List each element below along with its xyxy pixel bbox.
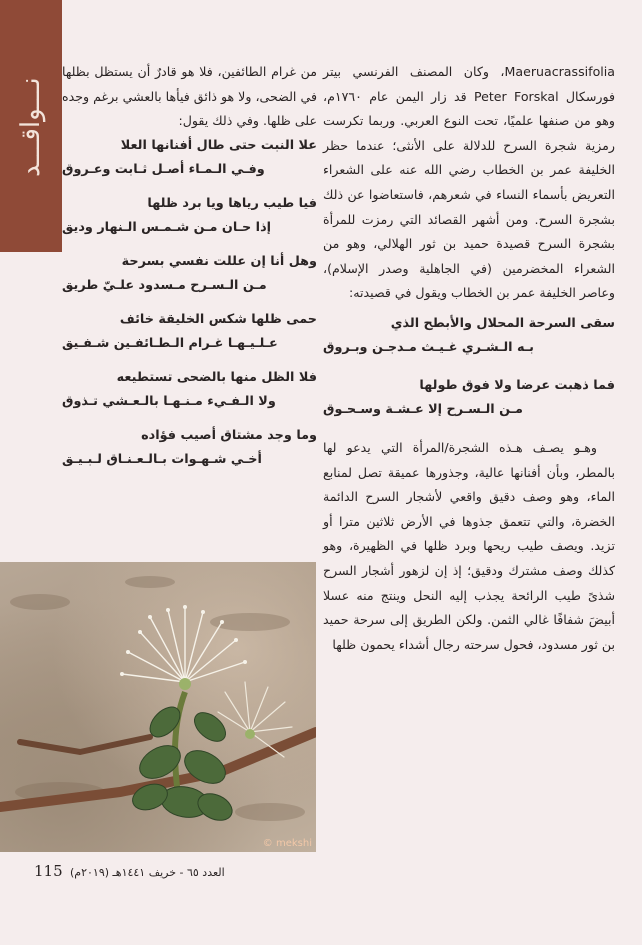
flower-illustration (0, 562, 316, 852)
verse-hemistich-2: بـه الـشـري غـيـث مـدجـن وبـروق (323, 339, 534, 355)
verse-hemistich-2: ولا الـفـيء مـنـهـا بالـعـشي تـذوق (62, 393, 276, 409)
verse-hemistich-1: علا النبت حتى طال أفنانها العلا (120, 137, 317, 153)
verse (323, 374, 615, 422)
verse-hemistich-1: فيا طيب رياها ويا برد ظلها (147, 195, 317, 211)
left-column (62, 60, 317, 482)
verse (62, 366, 317, 414)
verse-hemistich-1: سقى السرحة المحلال والأبطح الذي (390, 315, 615, 331)
verse-hemistich-2: مـن الـسـرح مـسدود علـيّ طريق (62, 277, 267, 293)
verse-hemistich-2: إذا حـان مـن شـمـس الـنهار وديق (62, 219, 272, 235)
verse (62, 308, 317, 356)
left-paragraph-1: من غرام الطائفين، فلا هو قادرٌ أن يستظل بظلها في الضحى، ولا هو ذائق فيأها بالعشي برغم وجده على ظلها. وفي ذلك يقول: (62, 64, 317, 129)
verse (62, 250, 317, 298)
verse-hemistich-2: أخـي شـهـوات بـالـعـنـاق لـبـيـق (62, 451, 262, 467)
right-paragraph-2: وهـو يصـف هـذه الشجرة/المرأة التي يدعو لها بالمطر، وبأن أفنانها عالية، وجذورها عميقة تصل لمنابع الماء، وهو وصف دقيق واقعي لأشجار السرح الدائمة الخضرة، والتي تتعمق جذوها في الأرض ثلاثين مترا أو تزيد. ويصف طيب ريحها وبرد ظلها في الظهيرة، وهو كذلك وصف مشترك ودقيق؛ إذ إن لزهور أشجار السرح شذىً طيب الرائحة يجذب إليه النحل وينتج منه عسلا أبيضَ شفافًا غالي الثمن. ولكن الطريق إلى سرحة حميد بن ثور مسدود، فحول سرحته رجال أشداء يحمون ظلها (323, 439, 615, 652)
verse (323, 312, 615, 360)
verse-hemistich-1: وهل أنا إن عللت نفسي بسرحة (121, 253, 317, 269)
sarh-flower-photo (0, 562, 316, 852)
verse-hemistich-2: مـن الـسـرح إلا عـشـة وسـحـوق (323, 401, 523, 417)
photo-credit: © mekshi (262, 838, 312, 849)
issue-info: العدد ٦٥ - خريف ١٤٤١هـ (٢٠١٩م) (70, 866, 225, 879)
section-tab-label: نـــواقـــد (16, 77, 46, 177)
verse (62, 192, 317, 240)
right-paragraph-1: Maeruacrassifolia، وكان المصنف الفرنسي بيتر فورسكال Peter Forskal قد زار اليمن عام ١٧٦٠م، وهو من صنفها علميًا، تحت النوع العربي. وربما تكرست رمزية شجرة السرح للدلالة على الأنثى؛ عندما حظر الخليفة عمر بن الخطاب رضي الله عنه على الشعراء التعريض بأسماء النساء في شعرهم، فاستعاضوا عن ذلك بشجرة السرح. ومن أشهر القصائد التي رمزت للمرأة بشجرة السرح قصيدة حميد بن ثور الهلالي، وهو من الشعراء المخضرمين (في الجاهلية وصدر الإسلام)، وعاصر الخليفة عمر بن الخطاب ويقول في قصيدته: (323, 64, 615, 301)
section-tab (0, 0, 62, 252)
verse-hemistich-2: عـلـيـهـا غـرام الـطـائفـين شـفـيق (62, 335, 278, 351)
verse (62, 134, 317, 182)
right-column (323, 60, 615, 657)
verse-hemistich-1: وما وجد مشتاق أصيب فؤاده (141, 427, 317, 443)
verse-hemistich-1: فلا الظل منها بالضحى تستطيعه (116, 369, 317, 385)
verse (62, 424, 317, 472)
verse-hemistich-2: وفـي الـمـاء أصـل ثـابت وعـروق (62, 161, 265, 177)
page-number: 115 (34, 862, 63, 880)
verse-hemistich-1: حمى ظلها شكس الخليقة خائف (119, 311, 317, 327)
verse-hemistich-1: فما ذهبت عرضا ولا فوق طولها (419, 377, 615, 393)
